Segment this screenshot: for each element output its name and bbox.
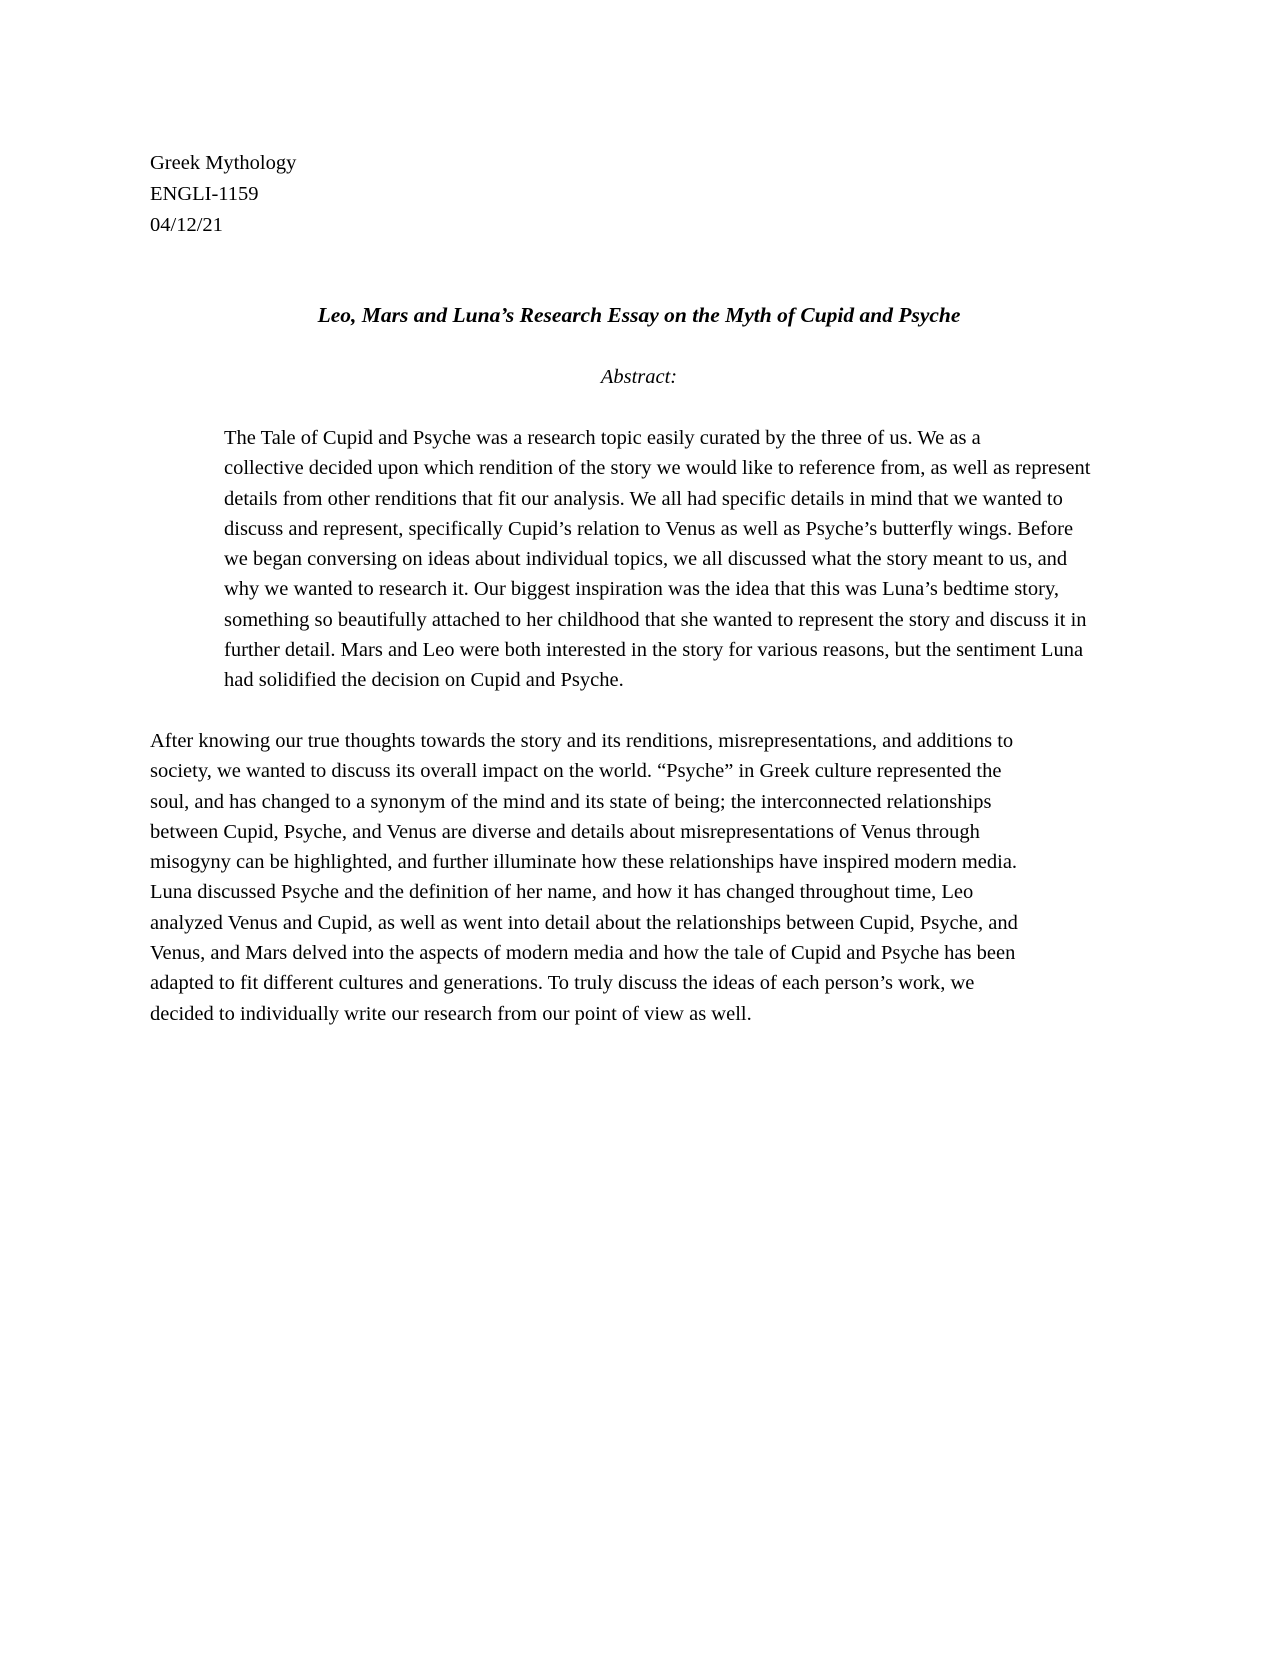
paragraph-line: had solidified the decision on Cupid and Psyche. [224,669,624,692]
paragraph-line: analyzed Venus and Cupid, as well as went into detail about the relationships between Cupid, Psyche, and [150,911,1018,934]
paragraph-line: details from other renditions that fit our analysis. We all had specific details in mind that we wanted to [224,487,1063,510]
paragraph-line: soul, and has changed to a synonym of the mind and its state of being; the interconnected relationships [150,790,992,813]
paragraph-line: decided to individually write our research from our point of view as well. [150,1002,752,1025]
paragraph-line: The Tale of Cupid and Psyche was a research topic easily curated by the three of us. We as a [224,427,981,449]
paragraph-line: between Cupid, Psyche, and Venus are diverse and details about misrepresentations of Venus through [150,820,980,843]
paragraph-line: further detail. Mars and Leo were both interested in the story for various reasons, but the sentiment Luna [224,639,1084,662]
abstract-heading: Abstract: [600,366,678,388]
paragraph-line: collective decided upon which rendition of the story we would like to reference from, as well as represent [224,457,1091,480]
abstract-body [150,423,1140,1029]
paragraph-line: Luna discussed Psyche and the definition of her name, and how it has changed throughout time, Leo [150,881,974,904]
course-name: Greek Mythology [150,152,297,174]
paragraph-spacer [150,696,1140,726]
essay-title: Leo, Mars and Luna’s Research Essay on the Myth of Cupid and Psyche [317,303,961,327]
paragraph-line: something so beautifully attached to her childhood that she wanted to represent the story and discuss it in [224,608,1087,631]
paragraph-line: adapted to fit different cultures and generations. To truly discuss the ideas of each person’s work, we [150,972,975,995]
paragraph-line: Venus, and Mars delved into the aspects of modern media and how the tale of Cupid and Psyche has been [150,942,1016,965]
paragraph-2 [150,726,1140,1029]
paragraph-line: discuss and represent, specifically Cupid’s relation to Venus as well as Psyche’s butterfly wings. Before [224,517,1074,540]
course-code: ENGLI-1159 [150,183,259,205]
paragraph-line: misogyny can be highlighted, and further illuminate how these relationships have inspired modern media. [150,851,1018,874]
paragraph-line: why we wanted to research it. Our biggest inspiration was the idea that this was Luna’s bedtime story, [224,578,1059,601]
document-date: 04/12/21 [150,214,223,236]
paragraph-line: we began conversing on ideas about individual topics, we all discussed what the story meant to us, and [224,548,1068,571]
paragraph-1 [150,423,1140,696]
paragraph-line: After knowing our true thoughts towards the story and its renditions, misrepresentations, and additions to [150,729,1014,752]
document-header [150,148,296,241]
paragraph-line: society, we wanted to discuss its overall impact on the world. “Psyche” in Greek culture represented the [150,760,1002,783]
